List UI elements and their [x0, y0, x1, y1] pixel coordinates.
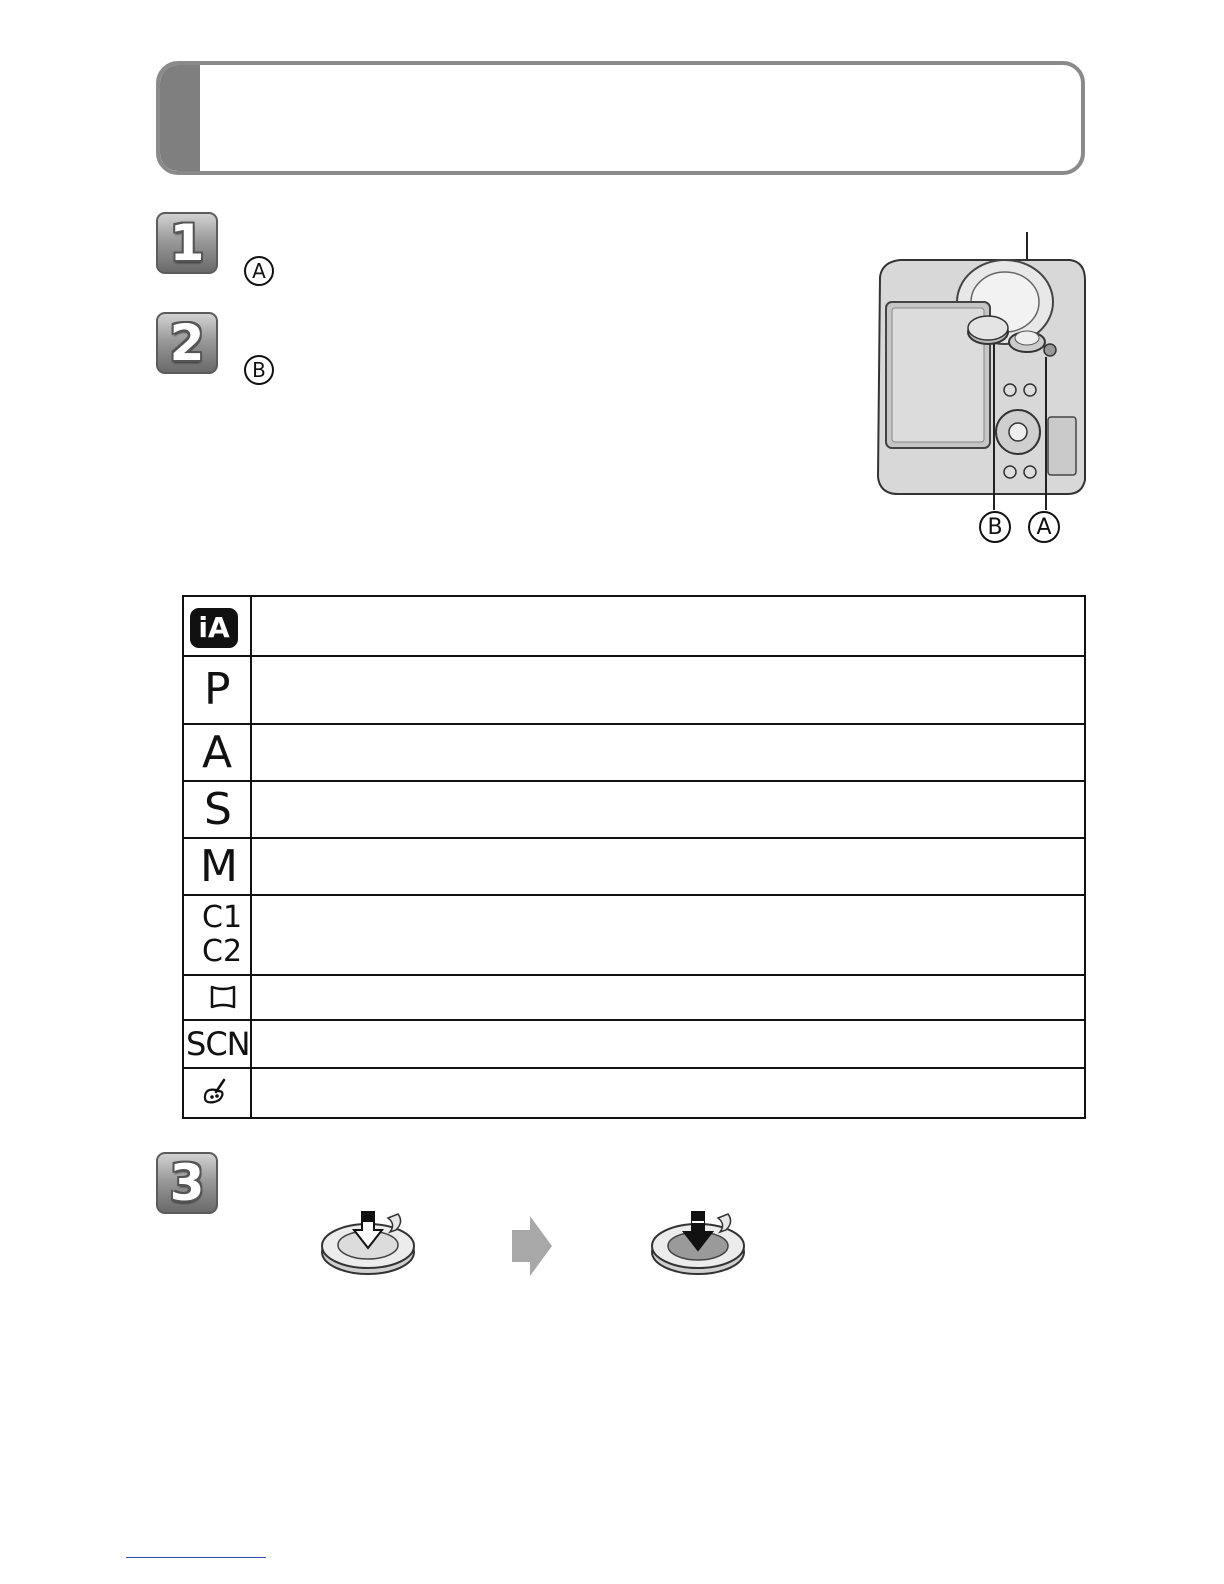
camera-label-b: B: [979, 511, 1011, 543]
mode-desc-cell: [251, 1068, 1085, 1118]
mode-label-c2: C2: [202, 934, 243, 969]
step-1-marker: A: [244, 256, 274, 286]
mode-desc-cell: [251, 838, 1085, 895]
shutter-half-press-illustration: [318, 1208, 418, 1284]
table-row: [183, 596, 1085, 656]
table-row: [183, 724, 1085, 781]
footer-link-underline: [126, 1557, 266, 1558]
mode-desc-cell: [251, 781, 1085, 838]
mode-table: [182, 595, 1086, 1119]
step-1-badge: 1: [156, 212, 218, 274]
mode-desc-cell: [251, 656, 1085, 724]
mode-desc-cell: [251, 596, 1085, 656]
mode-cell: [183, 1020, 251, 1068]
title-accent-bar: [160, 65, 200, 171]
table-row: [183, 781, 1085, 838]
table-row: [183, 975, 1085, 1020]
mode-cell: [183, 895, 251, 975]
creative-control-icon: [190, 1074, 240, 1108]
camera-illustration: [870, 232, 1090, 552]
mode-cell: [183, 1068, 251, 1118]
mode-label-c1: C1: [202, 900, 243, 935]
next-arrow: [510, 1214, 554, 1282]
camera-label-a: A: [1028, 511, 1060, 543]
camera-back-icon: [870, 232, 1090, 552]
table-row: [183, 895, 1085, 975]
mode-label-a: A: [202, 726, 233, 778]
mode-label-p: P: [204, 664, 231, 715]
step-2-badge: 2: [156, 312, 218, 374]
table-row: [183, 1020, 1085, 1068]
intelligent-auto-icon: iA: [190, 608, 238, 648]
table-row: [183, 838, 1085, 895]
mode-desc-cell: [251, 724, 1085, 781]
mode-cell: [183, 975, 251, 1020]
shutter-full-press-illustration: [648, 1208, 748, 1284]
mode-cell: [183, 838, 251, 895]
mode-desc-cell: [251, 975, 1085, 1020]
mode-desc-cell: [251, 895, 1085, 975]
shutter-full-press-icon: [648, 1208, 748, 1280]
title-box: [156, 61, 1085, 175]
mode-label-scn: SCN: [186, 1025, 250, 1063]
table-row: [183, 656, 1085, 724]
panorama-icon: [190, 981, 240, 1011]
mode-cell: [183, 596, 251, 656]
mode-cell: [183, 781, 251, 838]
arrow-right-icon: [510, 1214, 554, 1278]
mode-label-s: S: [204, 783, 232, 835]
step-2-marker: B: [244, 355, 274, 385]
mode-desc-cell: [251, 1020, 1085, 1068]
mode-cell: [183, 656, 251, 724]
mode-label-m: M: [200, 840, 238, 892]
mode-cell: [183, 724, 251, 781]
table-row: [183, 1068, 1085, 1118]
step-3-badge: 3: [156, 1152, 218, 1214]
shutter-half-press-icon: [318, 1208, 418, 1280]
